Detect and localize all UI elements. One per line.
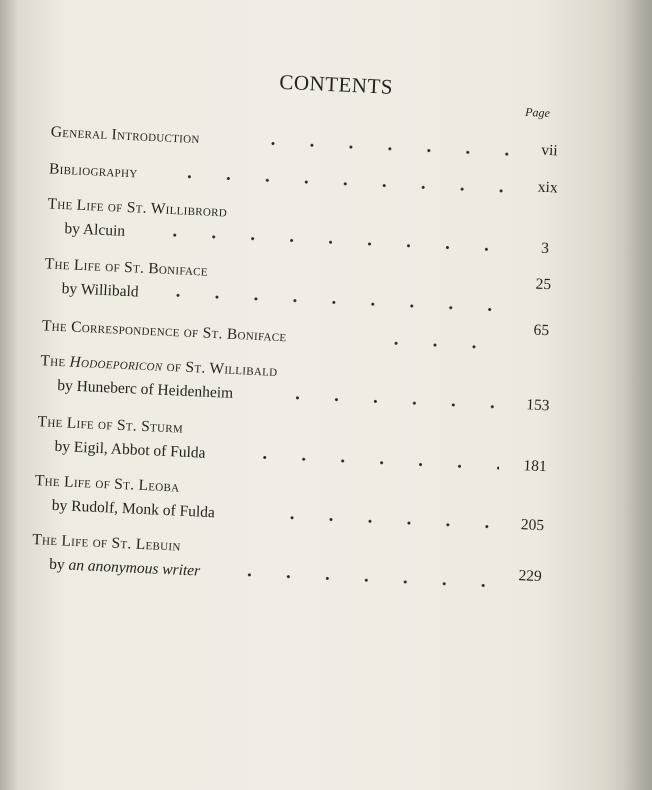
toc-entry-page: vii [540, 141, 559, 160]
toc-entry-title: Bibliography [48, 160, 138, 182]
dot-leader [158, 290, 506, 314]
toc-entry-hodoeporicon [16, 351, 575, 415]
dot-leader [253, 139, 513, 159]
page-column-label: Page [524, 104, 551, 121]
toc-entry-sturm [13, 412, 572, 476]
toc-entry-title: The Life of St. Willibrord [47, 195, 228, 221]
toc-entry-boniface [20, 254, 579, 301]
toc-entry-title: General Introduction [50, 123, 201, 148]
toc-entry-lebuin [8, 530, 567, 586]
toc-entry-title: The Life of St. Sturm [37, 413, 184, 437]
toc-entry-leoba [10, 471, 569, 535]
toc-entry-title: The Life of St. Boniface [44, 255, 209, 280]
dot-leader [376, 338, 504, 352]
toc-entry-byline: by Eigil, Abbot of Fulda [54, 437, 206, 462]
toc-entry-byline-italic: an anonymous writer [68, 556, 201, 580]
contents-heading: CONTENTS [278, 69, 394, 99]
dot-leader [230, 570, 494, 590]
toc-entry-correspondence [17, 316, 576, 346]
toc-entry-general-introduction [26, 122, 585, 160]
toc-entry-page: 65 [533, 321, 550, 340]
dot-leader [170, 172, 512, 196]
toc-entry-byline: by an anonymous writer [48, 555, 201, 580]
toc-entry-byline: by Alcuin [64, 220, 126, 240]
toc-entry-bibliography [25, 159, 584, 197]
toc-entry-page: 205 [520, 516, 545, 535]
dot-leader [272, 513, 496, 531]
toc-entry-page: 25 [535, 275, 552, 294]
dot-leader [245, 453, 499, 473]
toc-entry-byline: by Willibald [61, 280, 140, 301]
toc-entry-page: xix [537, 178, 559, 197]
toc-entry-title: The Life of St. Lebuin [31, 531, 182, 555]
toc-entry-page: 229 [518, 567, 543, 586]
toc-entry-page: 153 [525, 396, 550, 415]
toc-entry-title-italic: Hodoeporicon [69, 353, 163, 375]
toc-entry-page: 181 [523, 457, 548, 476]
contents-sheet [0, 4, 647, 790]
toc-entry-page: 3 [540, 239, 550, 258]
toc-entry-title: The Correspondence of St. Boniface [41, 317, 287, 346]
dot-leader [278, 393, 502, 411]
toc-entry-title: The Life of St. Leoba [34, 472, 180, 496]
toc-entry-title: The Hodoeporicon of St. Willibald [40, 352, 278, 380]
toc-entry-willibrord [23, 194, 582, 258]
toc-entry-byline: by Huneberc of Heidenheim [56, 376, 234, 402]
toc-entry-byline: by Rudolf, Monk of Fulda [51, 496, 216, 522]
dot-leader [155, 230, 509, 254]
